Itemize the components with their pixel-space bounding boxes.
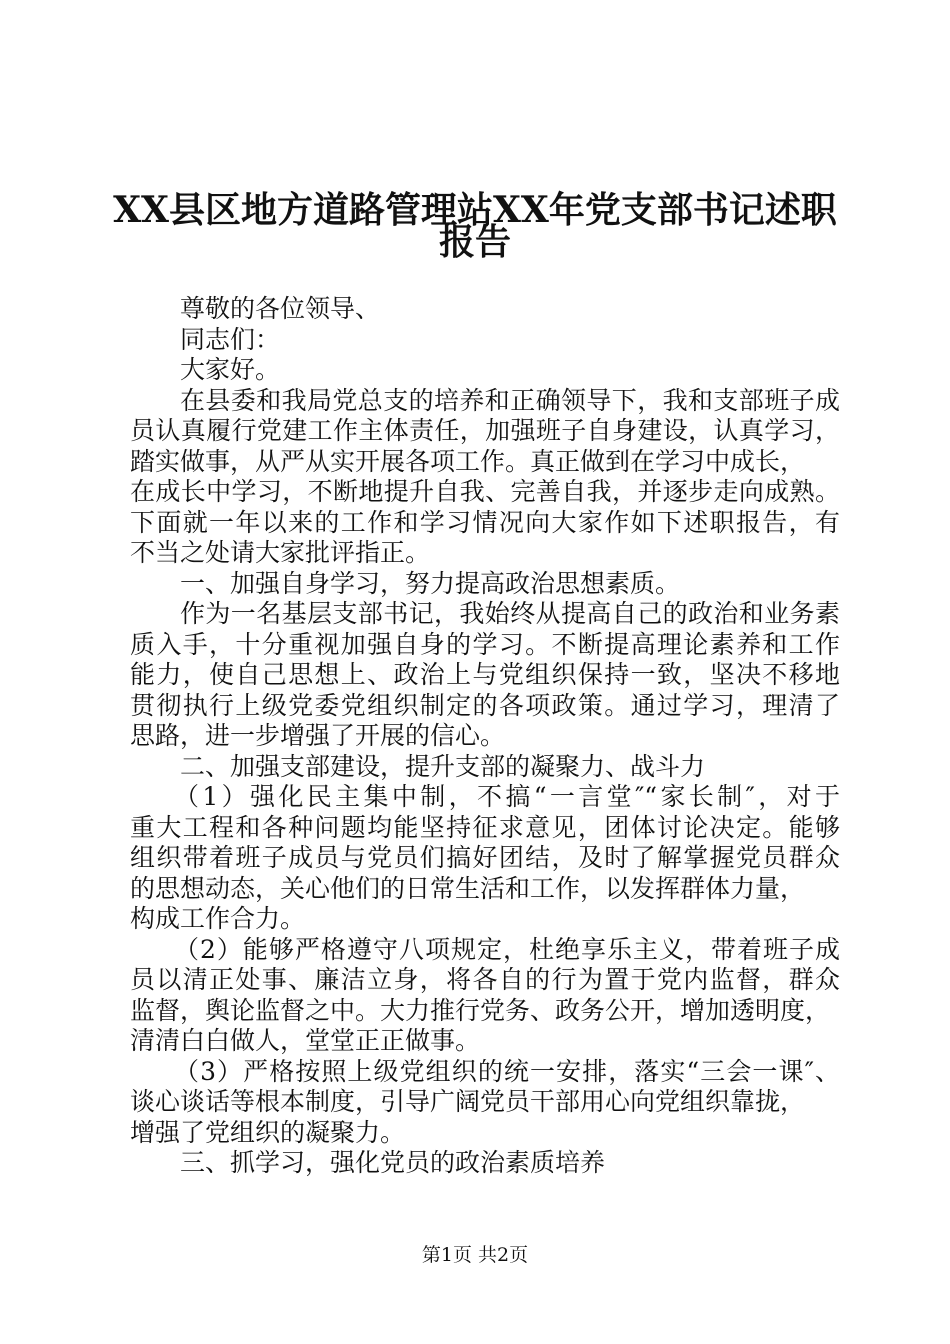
salutation-line: 同志们：	[180, 324, 281, 354]
document-body	[130, 294, 840, 1179]
paragraph-line: 员以清正处事、廉洁立身，将各自的行为置于党内监督，群众	[130, 965, 840, 994]
document-title-line-1: XX县区地方道路管理站XX年党支部书记述职	[113, 189, 837, 231]
paragraph-line: 下面就一年以来的工作和学习情况向大家作如下述职报告，有	[130, 507, 840, 537]
paragraph-line: 在成长中学习，不断地提升自我、完善自我，并逐步走向成熟。	[130, 477, 840, 506]
paragraph-line: 组织带着班子成员与党员们搞好团结，及时了解掌握党员群众	[130, 843, 840, 872]
paragraph-line: 构成工作合力。	[130, 904, 306, 933]
paragraph-line: 贯彻执行上级党委党组织制定的各项政策。通过学习，理清了	[130, 690, 840, 720]
salutation-line: 尊敬的各位领导、	[180, 294, 381, 323]
paragraph-line: 不当之处请大家批评指正。	[130, 538, 431, 567]
paragraph-line: （2）能够严格遵守八项规定，杜绝享乐主义，带着班子成	[174, 934, 840, 964]
section-heading-1: 一、加强自身学习，努力提高政治思想素质。	[180, 568, 681, 598]
paragraph-line: 监督，舆论监督之中。大力推行党务、政务公开，增加透明度，	[130, 995, 831, 1025]
paragraph-line: 踏实做事，从严从实开展各项工作。真正做到在学习中成长，	[130, 446, 806, 476]
paragraph-line: 作为一名基层支部书记，我始终从提高自己的政治和业务素	[180, 599, 840, 628]
paragraph-line: 重大工程和各种问题均能坚持征求意见，团体讨论决定。能够	[130, 812, 840, 842]
paragraph-line: 谈心谈话等根本制度，引导广阔党员干部用心向党组织靠拢，	[130, 1087, 806, 1116]
paragraph-line: 清清白白做人，堂堂正正做事。	[130, 1026, 481, 1055]
paragraph-line: （3）严格按照上级党组织的统一安排，落实“三会一课″、	[174, 1056, 840, 1086]
section-heading-2: 二、加强支部建设，提升支部的凝聚力、战斗力	[180, 751, 706, 781]
paragraph-line: 的思想动态，关心他们的日常生活和工作，以发挥群体力量，	[130, 873, 806, 903]
paragraph-line: 增强了党组织的凝聚力。	[130, 1117, 406, 1147]
document-title-line-2: 报告	[438, 221, 511, 263]
paragraph-line: 思路，进一步增强了开展的信心。	[130, 721, 506, 750]
greeting-line: 大家好。	[180, 355, 281, 384]
paragraph-line: 员认真履行党建工作主体责任，加强班子自身建设，认真学习，	[130, 416, 840, 445]
section-heading-3: 三、抓学习，强化党员的政治素质培养	[180, 1148, 606, 1177]
paragraph-line: 能力，使自己思想上、政治上与党组织保持一致，坚决不移地	[130, 660, 840, 689]
page-number-footer: 第1页 共2页	[421, 1244, 529, 1266]
paragraph-line: 在县委和我局党总支的培养和正确领导下，我和支部班子成	[180, 385, 840, 415]
paragraph-line: 质入手，十分重视加强自身的学习。不断提高理论素养和工作	[130, 629, 840, 659]
paragraph-line: （1）强化民主集中制，不搞“一言堂″“家长制″，对于	[174, 782, 840, 811]
